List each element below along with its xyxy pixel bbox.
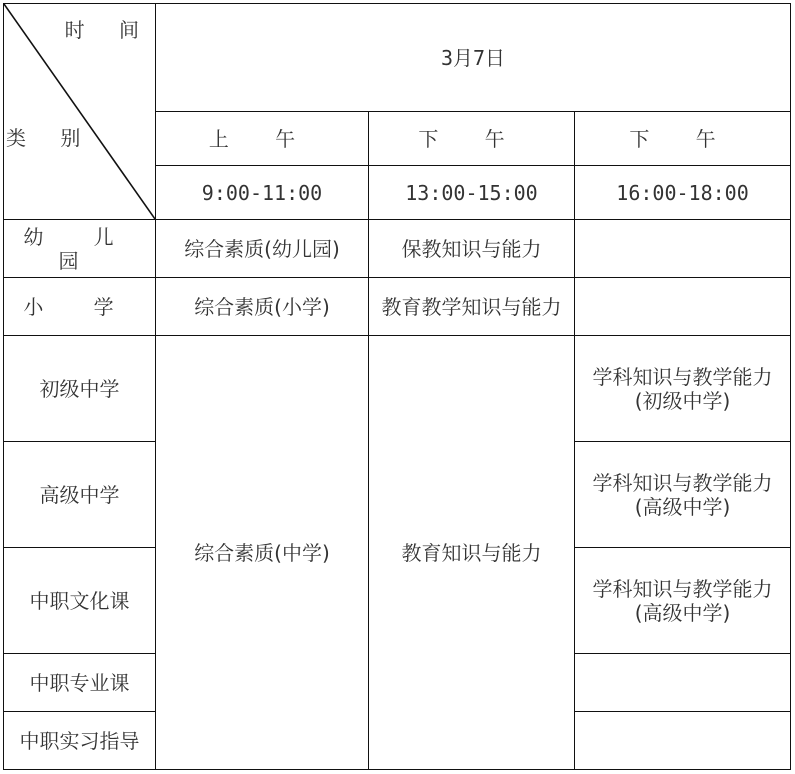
subject-cell: 教育教学知识与能力 [369,278,575,336]
category-cell: 中职文化课 [4,548,156,654]
subject-cell [575,278,791,336]
header-date-row [4,4,791,112]
exam-schedule-sheet [3,3,791,770]
table-row [4,220,791,278]
category-cell: 中职专业课 [4,654,156,712]
subject-cell: 综合素质(小学) [156,278,369,336]
subject-title: 学科知识与教学能力 [592,470,773,495]
subject-cell [575,712,791,770]
period-label: 下 午 [575,112,791,166]
exam-schedule-table [3,3,791,770]
subject-level: (高级中学) [634,494,731,519]
corner-header-cell [4,4,156,220]
subject-cell: 保教知识与能力 [369,220,575,278]
time-range: 13:00-15:00 [369,166,575,220]
exam-date: 3月7日 [156,4,791,112]
merged-subject-cell: 综合素质(中学) [156,336,369,770]
time-range: 16:00-18:00 [575,166,791,220]
subject-cell [575,654,791,712]
subject-cell [575,548,791,654]
period-label: 下 午 [369,112,575,166]
category-cell: 小 学 [4,278,156,336]
table-row [4,278,791,336]
time-range: 9:00-11:00 [156,166,369,220]
corner-category-label: 类 别 [6,126,95,150]
category-cell: 幼 儿 园 [4,220,156,278]
category-cell: 中职实习指导 [4,712,156,770]
corner-time-label: 时 间 [64,18,153,42]
table-row [4,336,791,442]
subject-title: 学科知识与教学能力 [592,364,773,389]
subject-title: 学科知识与教学能力 [592,576,773,601]
merged-subject-cell: 教育知识与能力 [369,336,575,770]
subject-cell [575,336,791,442]
subject-cell: 综合素质(幼儿园) [156,220,369,278]
subject-cell [575,442,791,548]
subject-level: (初级中学) [634,388,731,413]
subject-cell [575,220,791,278]
category-cell: 高级中学 [4,442,156,548]
subject-level: (高级中学) [634,600,731,625]
category-cell: 初级中学 [4,336,156,442]
period-label: 上 午 [156,112,369,166]
